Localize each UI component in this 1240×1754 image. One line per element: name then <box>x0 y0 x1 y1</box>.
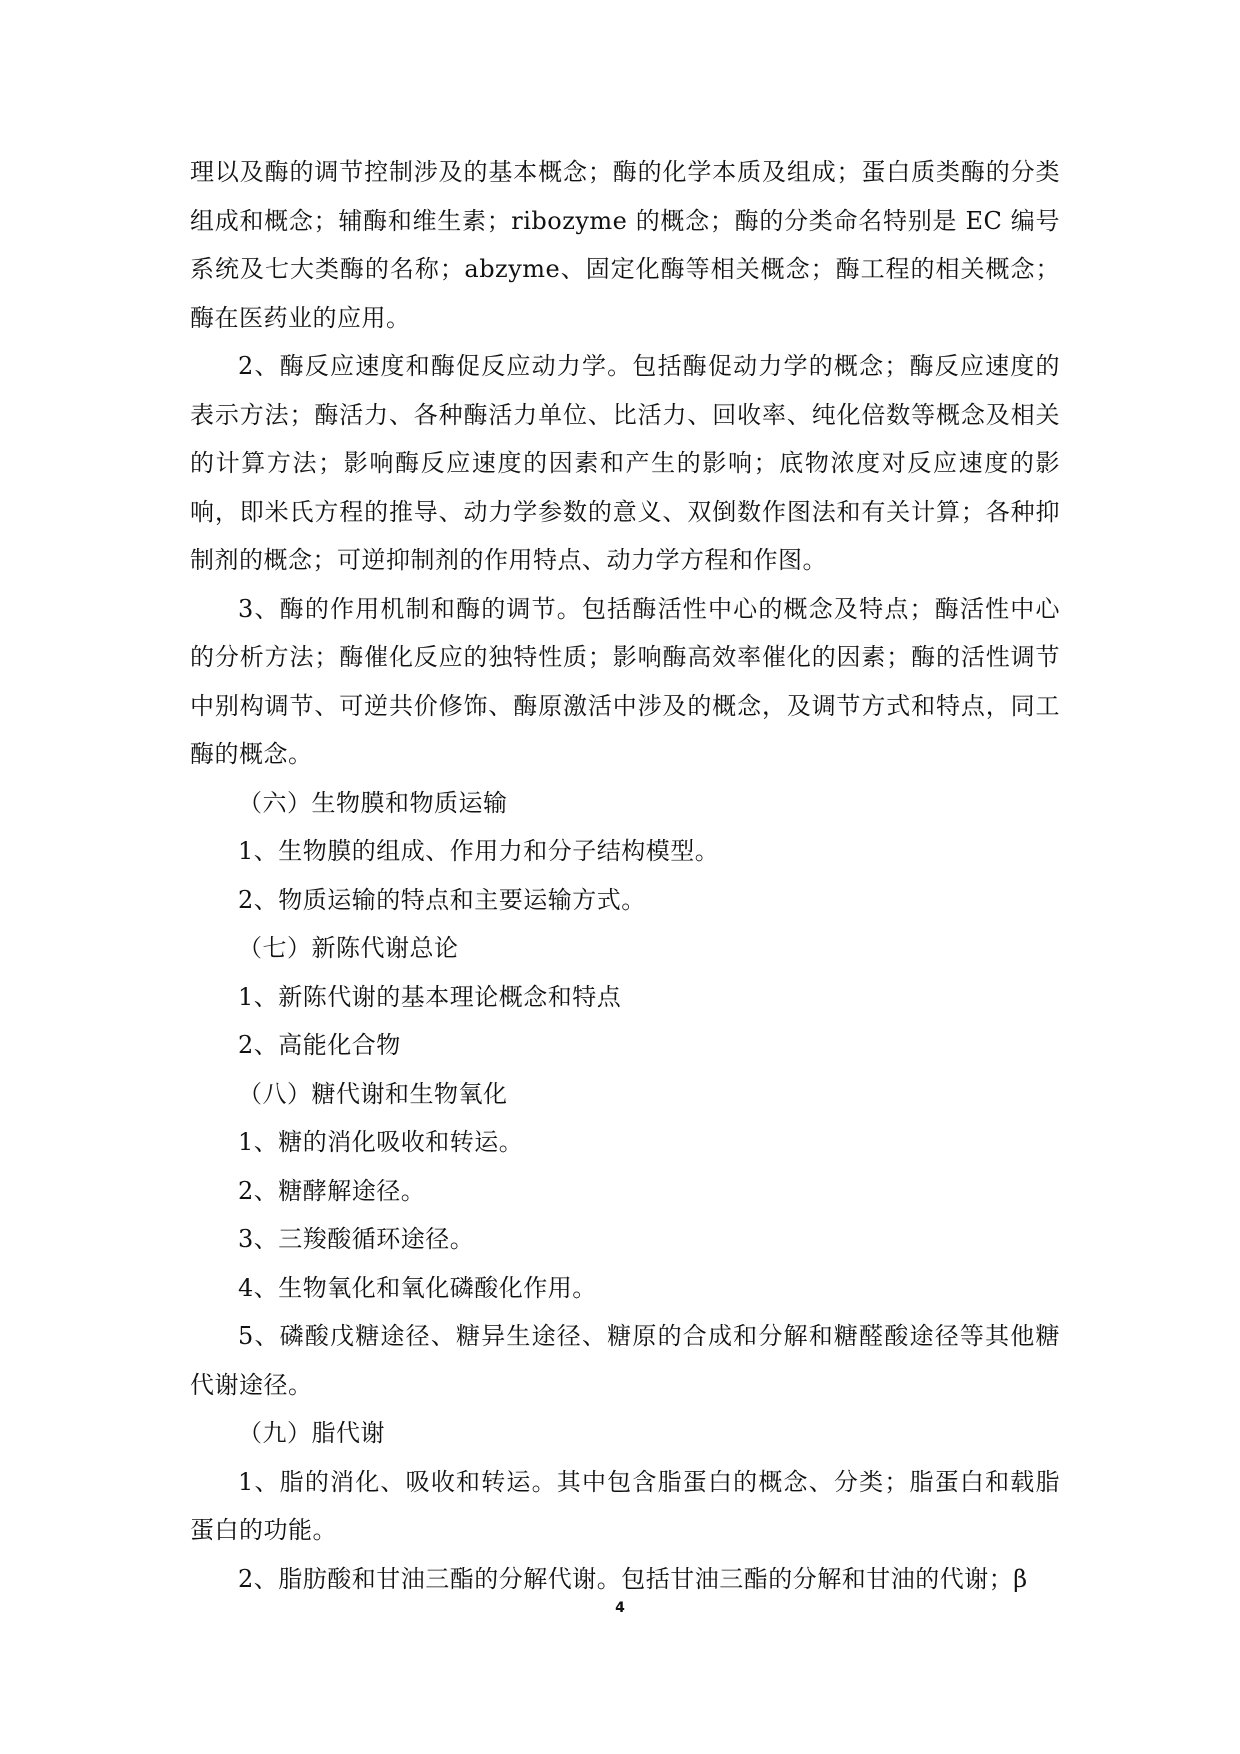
list-item: 1、生物膜的组成、作用力和分子结构模型。 <box>238 837 720 865</box>
section-heading-metabolism: （七）新陈代谢总论 <box>238 934 459 962</box>
section-heading-membrane: （六）生物膜和物质运输 <box>238 788 508 817</box>
page-number: 4 <box>615 1600 625 1616</box>
section-heading-sugar-metabolism: （八）糖代谢和生物氧化 <box>238 1079 508 1108</box>
list-item: 2、脂肪酸和甘油三酯的分解代谢。包括甘油三酯的分解和甘油的代谢；β <box>238 1564 1028 1593</box>
list-item: 2、高能化合物 <box>238 1031 401 1059</box>
list-item: 2、糖酵解途径。 <box>238 1176 426 1205</box>
list-item: 3、三羧酸循环途径。 <box>238 1225 475 1253</box>
list-item: 5、磷酸戊糖途径、糖异生途径、糖原的合成和分解和糖醛酸途径等其他糖代谢途径。 <box>190 1322 1060 1399</box>
section-heading-lipid-metabolism: （九）脂代谢 <box>238 1419 385 1447</box>
paragraph-enzyme-kinetics: 2、酶反应速度和酶促反应动力学。包括酶促动力学的概念；酶反应速度的表示方法；酶活力、各种酶活力单位、比活力、回收率、纯化倍数等概念及相关的计算方法；影响酶反应速度的因素和产生的影响；底物浓度对反应速度的影响，即米氏方程的推导、动力学参数的意义、双倒数作图法和有关计算；各种抑制剂的概念；可逆抑制剂的作用特点、动力学方程和作图。 <box>190 352 1060 574</box>
list-item: 1、脂的消化、吸收和转运。其中包含脂蛋白的概念、分类；脂蛋白和载脂蛋白的功能。 <box>190 1467 1060 1544</box>
list-item: 2、物质运输的特点和主要运输方式。 <box>238 885 646 914</box>
body-text <box>190 148 1060 1603</box>
list-item: 4、生物氧化和氧化磷酸化作用。 <box>238 1273 597 1302</box>
list-item: 1、糖的消化吸收和转运。 <box>238 1128 524 1156</box>
paragraph-continuation: 理以及酶的调节控制涉及的基本概念；酶的化学本质及组成；蛋白质类酶的分类组成和概念；辅酶和维生素；ribozyme 的概念；酶的分类命名特别是 EC 编号系统及七大类酶的名称；abzyme、固定化酶等相关概念；酶工程的相关概念；酶在医药业的应用。 <box>190 158 1060 332</box>
list-item: 1、新陈代谢的基本理论概念和特点 <box>238 982 622 1011</box>
paragraph-enzyme-mechanism: 3、酶的作用机制和酶的调节。包括酶活性中心的概念及特点；酶活性中心的分析方法；酶催化反应的独特性质；影响酶高效率催化的因素；酶的活性调节中别构调节、可逆共价修饰、酶原激活中涉及的概念，及调节方式和特点，同工酶的概念。 <box>190 594 1060 768</box>
